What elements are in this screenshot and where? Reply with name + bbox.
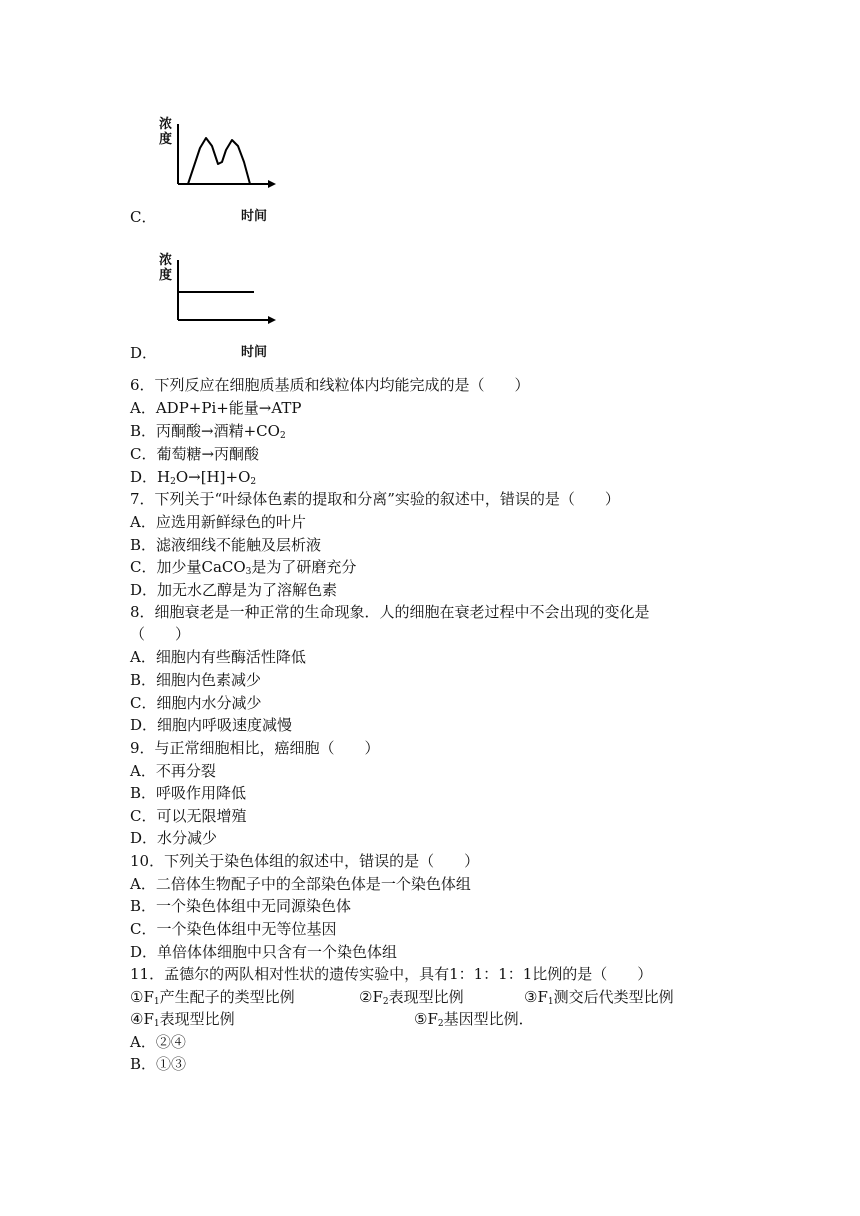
q8-option-c: C．细胞内水分减少 [130,694,262,712]
q10-option-a: A．二倍体生物配子中的全部染色体是一个染色体组 [130,875,471,893]
q11-item1-sub: 1 [153,997,160,1007]
q6-option-d [130,466,256,488]
q11-item3-sub: 1 [547,997,554,1007]
q11-option-a: A．②④ [130,1033,186,1051]
q10-option-b: B．一个染色体组中无同源染色体 [130,897,352,915]
q11-stem: 11．孟德尔的两队相对性状的遗传实验中，具有1：1：1：1比例的是（ ） [130,965,653,983]
q6-b-text: B．丙酮酸→酒精+CO [130,422,280,440]
q7-option-a: A．应选用新鲜绿色的叶片 [130,513,306,531]
q6-b-sub: 2 [279,431,286,441]
q7-option-c [130,556,356,578]
q7-stem: 7．下列关于“叶绿体色素的提取和分离”实验的叙述中，错误的是（ ） [130,490,620,508]
q10-option-c: C．一个染色体组中无等位基因 [130,920,337,938]
graph-c-plot [170,118,290,198]
q11-item2-b: 表现型比例 [388,988,464,1006]
q9-option-d: D．水分减少 [130,829,218,847]
graph-d-xlabel: 时间 [241,345,268,360]
q11-item-1 [130,986,295,1008]
q11-item-5 [414,1008,534,1030]
q8-option-b: B．细胞内色素减少 [130,671,262,689]
q6-d-text2: O→[H]+O [175,468,251,486]
q7-c-sub: 3 [245,567,252,577]
graph-c-xlabel: 时间 [241,209,268,224]
q11-item-4 [130,1008,235,1030]
q6-d-text1: D．H [130,468,171,486]
q10-stem: 10．下列关于染色体组的叙述中，错误的是（ ） [130,852,480,870]
q9-option-a: A．不再分裂 [130,762,216,780]
q11-item5-a: ⑤F [414,1010,438,1028]
q11-item4-b: 表现型比例 [159,1010,235,1028]
q8-stem-cont: （ ） [130,625,191,643]
q6-stem: 6．下列反应在细胞质基质和线粒体内均能完成的是（ ） [130,376,530,394]
q11-item4-a: ④F [130,1010,154,1028]
q6-option-c: C．葡萄糖→丙酮酸 [130,445,260,463]
q11-option-b: B．①③ [130,1055,187,1073]
q8-stem: 8．细胞衰老是一种正常的生命现象．人的细胞在衰老过程中不会出现的变化是 [130,603,650,621]
q11-item1-a: ①F [130,988,154,1006]
q9-stem: 9．与正常细胞相比，癌细胞（ ） [130,739,380,757]
q8-option-a: A．细胞内有些酶活性降低 [130,648,306,666]
q11-item4-sub: 1 [153,1019,160,1029]
q11-item2-a: ②F [359,988,383,1006]
q11-item3-b: 测交后代类型比例 [553,988,674,1006]
q9-option-b: B．呼吸作用降低 [130,784,247,802]
q9-option-c: C．可以无限增殖 [130,807,247,825]
q6-d-sub2: 2 [250,477,257,487]
q11-item3-a: ③F [524,988,548,1006]
q11-item-2 [359,986,464,1008]
q6-option-a: A．ADP+Pi+能量→ATP [130,399,302,417]
graph-d-option: D． [130,344,158,362]
graph-d-plot [170,254,290,334]
q7-c-text1: C．加少量CaCO [130,558,246,576]
q7-option-b: B．滤液细线不能触及层析液 [130,536,322,554]
q11-item2-sub: 2 [382,997,389,1007]
q10-option-d: D．单倍体体细胞中只含有一个染色体组 [130,943,398,961]
q11-item1-b: 产生配子的类型比例 [159,988,295,1006]
graph-c-ylabel: 浓度 [159,117,173,147]
q11-item5-sub: 2 [437,1019,444,1029]
q11-item-3 [524,986,674,1008]
q7-option-d: D．加无水乙醇是为了溶解色素 [130,581,338,599]
q6-option-b [130,420,286,442]
graph-c-option: C． [130,208,157,226]
q8-option-d: D．细胞内呼吸速度减慢 [130,716,293,734]
graph-d-ylabel: 浓度 [159,253,173,283]
q6-d-sub1: 2 [170,477,176,487]
q11-item5-b: 基因型比例． [443,1010,534,1028]
q7-c-text2: 是为了研磨充分 [251,558,357,576]
graph-c-curve [178,138,250,184]
